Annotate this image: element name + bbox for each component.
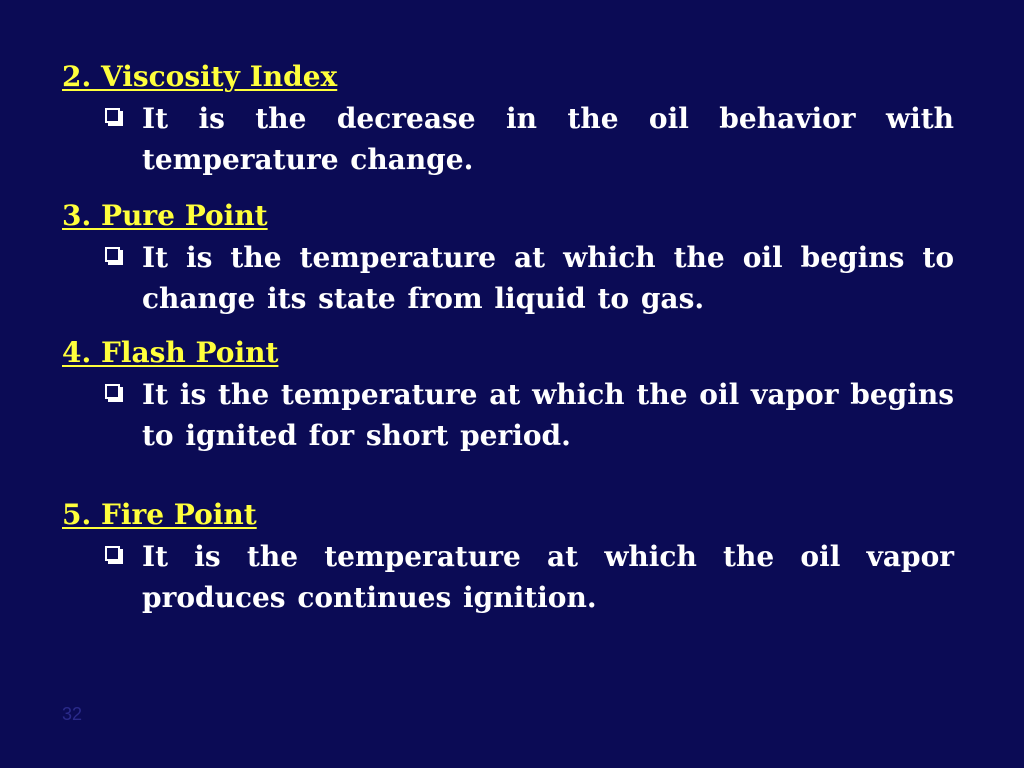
section-heading: 3. Pure Point — [62, 199, 268, 232]
page-number: 32 — [62, 704, 83, 724]
section-pure-point — [62, 199, 954, 319]
bullet-text: It is the temperature at which the oil begins to change its state from liquid to gas. — [142, 241, 954, 315]
hollow-square-bullet-icon — [105, 384, 120, 399]
bullet-item — [62, 536, 954, 618]
bullet-text: It is the temperature at which the oil vapor produces continues ignition. — [142, 540, 954, 614]
bullet-text: It is the decrease in the oil behavior with temperature change. — [142, 102, 954, 176]
section-flash-point — [62, 336, 954, 456]
section-heading: 5. Fire Point — [62, 498, 257, 531]
bullet-item — [62, 374, 954, 456]
hollow-square-bullet-icon — [105, 108, 120, 123]
hollow-square-bullet-icon — [105, 546, 120, 561]
bullet-text: It is the temperature at which the oil vapor begins to ignited for short period. — [142, 378, 954, 452]
hollow-square-bullet-icon — [105, 247, 120, 262]
section-heading: 4. Flash Point — [62, 336, 279, 369]
section-heading: 2. Viscosity Index — [62, 60, 338, 93]
section-viscosity-index — [62, 60, 954, 180]
bullet-item — [62, 237, 954, 319]
bullet-item — [62, 98, 954, 180]
section-fire-point — [62, 498, 954, 618]
